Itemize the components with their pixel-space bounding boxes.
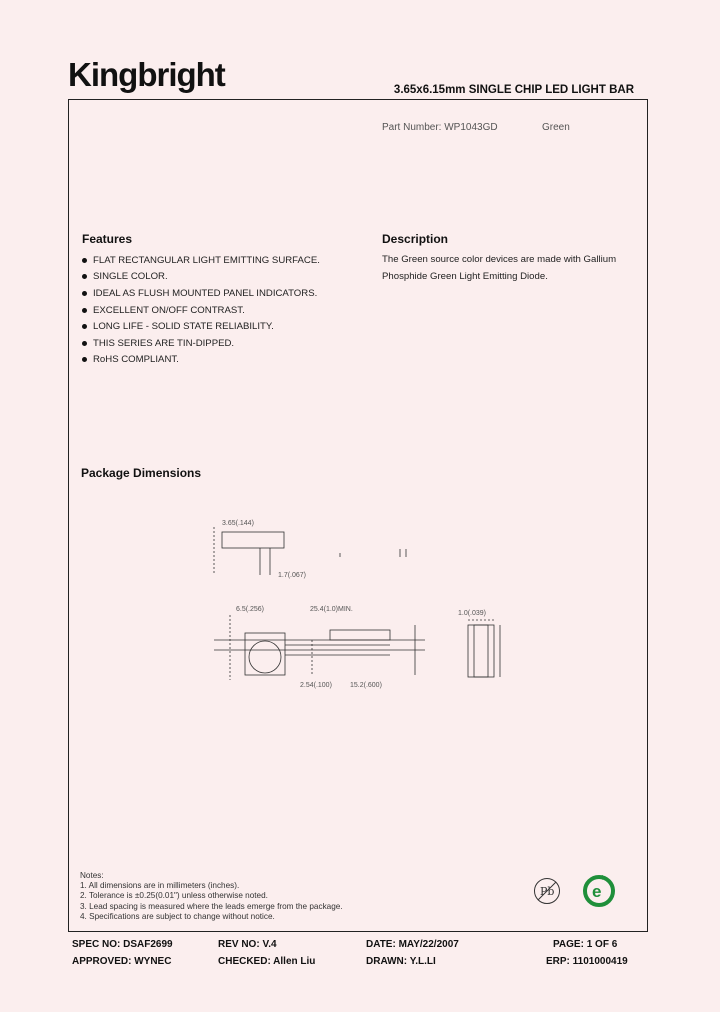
e-symbol: e	[592, 882, 602, 901]
front-view	[214, 606, 425, 689]
dimension-label: 6.5(.256)	[236, 606, 265, 613]
side-view	[458, 610, 500, 677]
description-text: The Green source color devices are made with Gallium Phosphide Green Light Emitting Diode.	[382, 254, 617, 282]
approved-by: APPROVED: WYNEC	[72, 956, 172, 967]
spec-number: SPEC NO: DSAF2699	[72, 939, 173, 950]
dimension-label: 2.54(.100)	[300, 682, 332, 689]
feature-item: THIS SERIES ARE TIN-DIPPED.	[82, 335, 320, 352]
features-heading: Features	[82, 232, 133, 246]
dimension-label: 1.7(.067)	[278, 572, 307, 579]
bullet-icon	[82, 291, 87, 296]
bullet-icon	[82, 341, 87, 346]
part-color: Green	[542, 122, 570, 133]
features-list	[82, 252, 320, 368]
drawn-by: DRAWN: Y.L.LI	[366, 956, 436, 967]
document-title: 3.65x6.15mm SINGLE CHIP LED LIGHT BAR	[393, 84, 634, 96]
checked-by: CHECKED: Allen Liu	[218, 956, 316, 967]
feature-item: FLAT RECTANGULAR LIGHT EMITTING SURFACE.	[82, 252, 320, 269]
brand-logo: Kingbright	[68, 56, 225, 93]
bullet-icon	[82, 258, 87, 263]
part-number-row	[382, 122, 570, 133]
bullet-icon	[82, 357, 87, 362]
package-dimensions-heading: Package Dimensions	[81, 466, 202, 480]
feature-item: EXCELLENT ON/OFF CONTRAST.	[82, 302, 320, 319]
dimension-label: 25.4(1.0)MIN.	[310, 606, 353, 613]
note-item: 3. Lead spacing is measured where the leads emerge from the package.	[80, 901, 343, 911]
top-view	[214, 520, 406, 579]
bullet-icon	[82, 324, 87, 329]
feature-item: LONG LIFE - SOLID STATE RELIABILITY.	[82, 318, 320, 335]
note-item: 1. All dimensions are in millimeters (inches).	[80, 881, 240, 891]
note-item: 4. Specifications are subject to change without notice.	[80, 911, 275, 921]
note-item: 2. Tolerance is ±0.25(0.01") unless otherwise noted.	[80, 891, 268, 901]
package-dimension-drawing	[200, 505, 530, 705]
part-number: Part Number: WP1043GD	[382, 122, 498, 133]
dimension-label: 1.0(.039)	[458, 610, 487, 617]
pb-symbol: Pb	[540, 885, 555, 898]
notes-heading: Notes:	[80, 871, 104, 880]
feature-item: IDEAL AS FLUSH MOUNTED PANEL INDICATORS.	[82, 285, 320, 302]
page-number: PAGE: 1 OF 6	[553, 939, 618, 950]
notes-block	[80, 871, 343, 922]
bullet-icon	[82, 308, 87, 313]
pb-free-icon	[532, 876, 562, 906]
dimension-label: 15.2(.600)	[350, 682, 382, 689]
erp-number: ERP: 1101000419	[546, 956, 628, 967]
description-heading: Description	[382, 232, 449, 246]
revision-number: REV NO: V.4	[218, 939, 277, 950]
date: DATE: MAY/22/2007	[366, 939, 459, 950]
rohs-e-icon	[582, 874, 616, 908]
bullet-icon	[82, 274, 87, 279]
feature-item: RoHS COMPLIANT.	[82, 352, 320, 369]
dimension-label: 3.65(.144)	[222, 520, 254, 527]
feature-item: SINGLE COLOR.	[82, 269, 320, 286]
